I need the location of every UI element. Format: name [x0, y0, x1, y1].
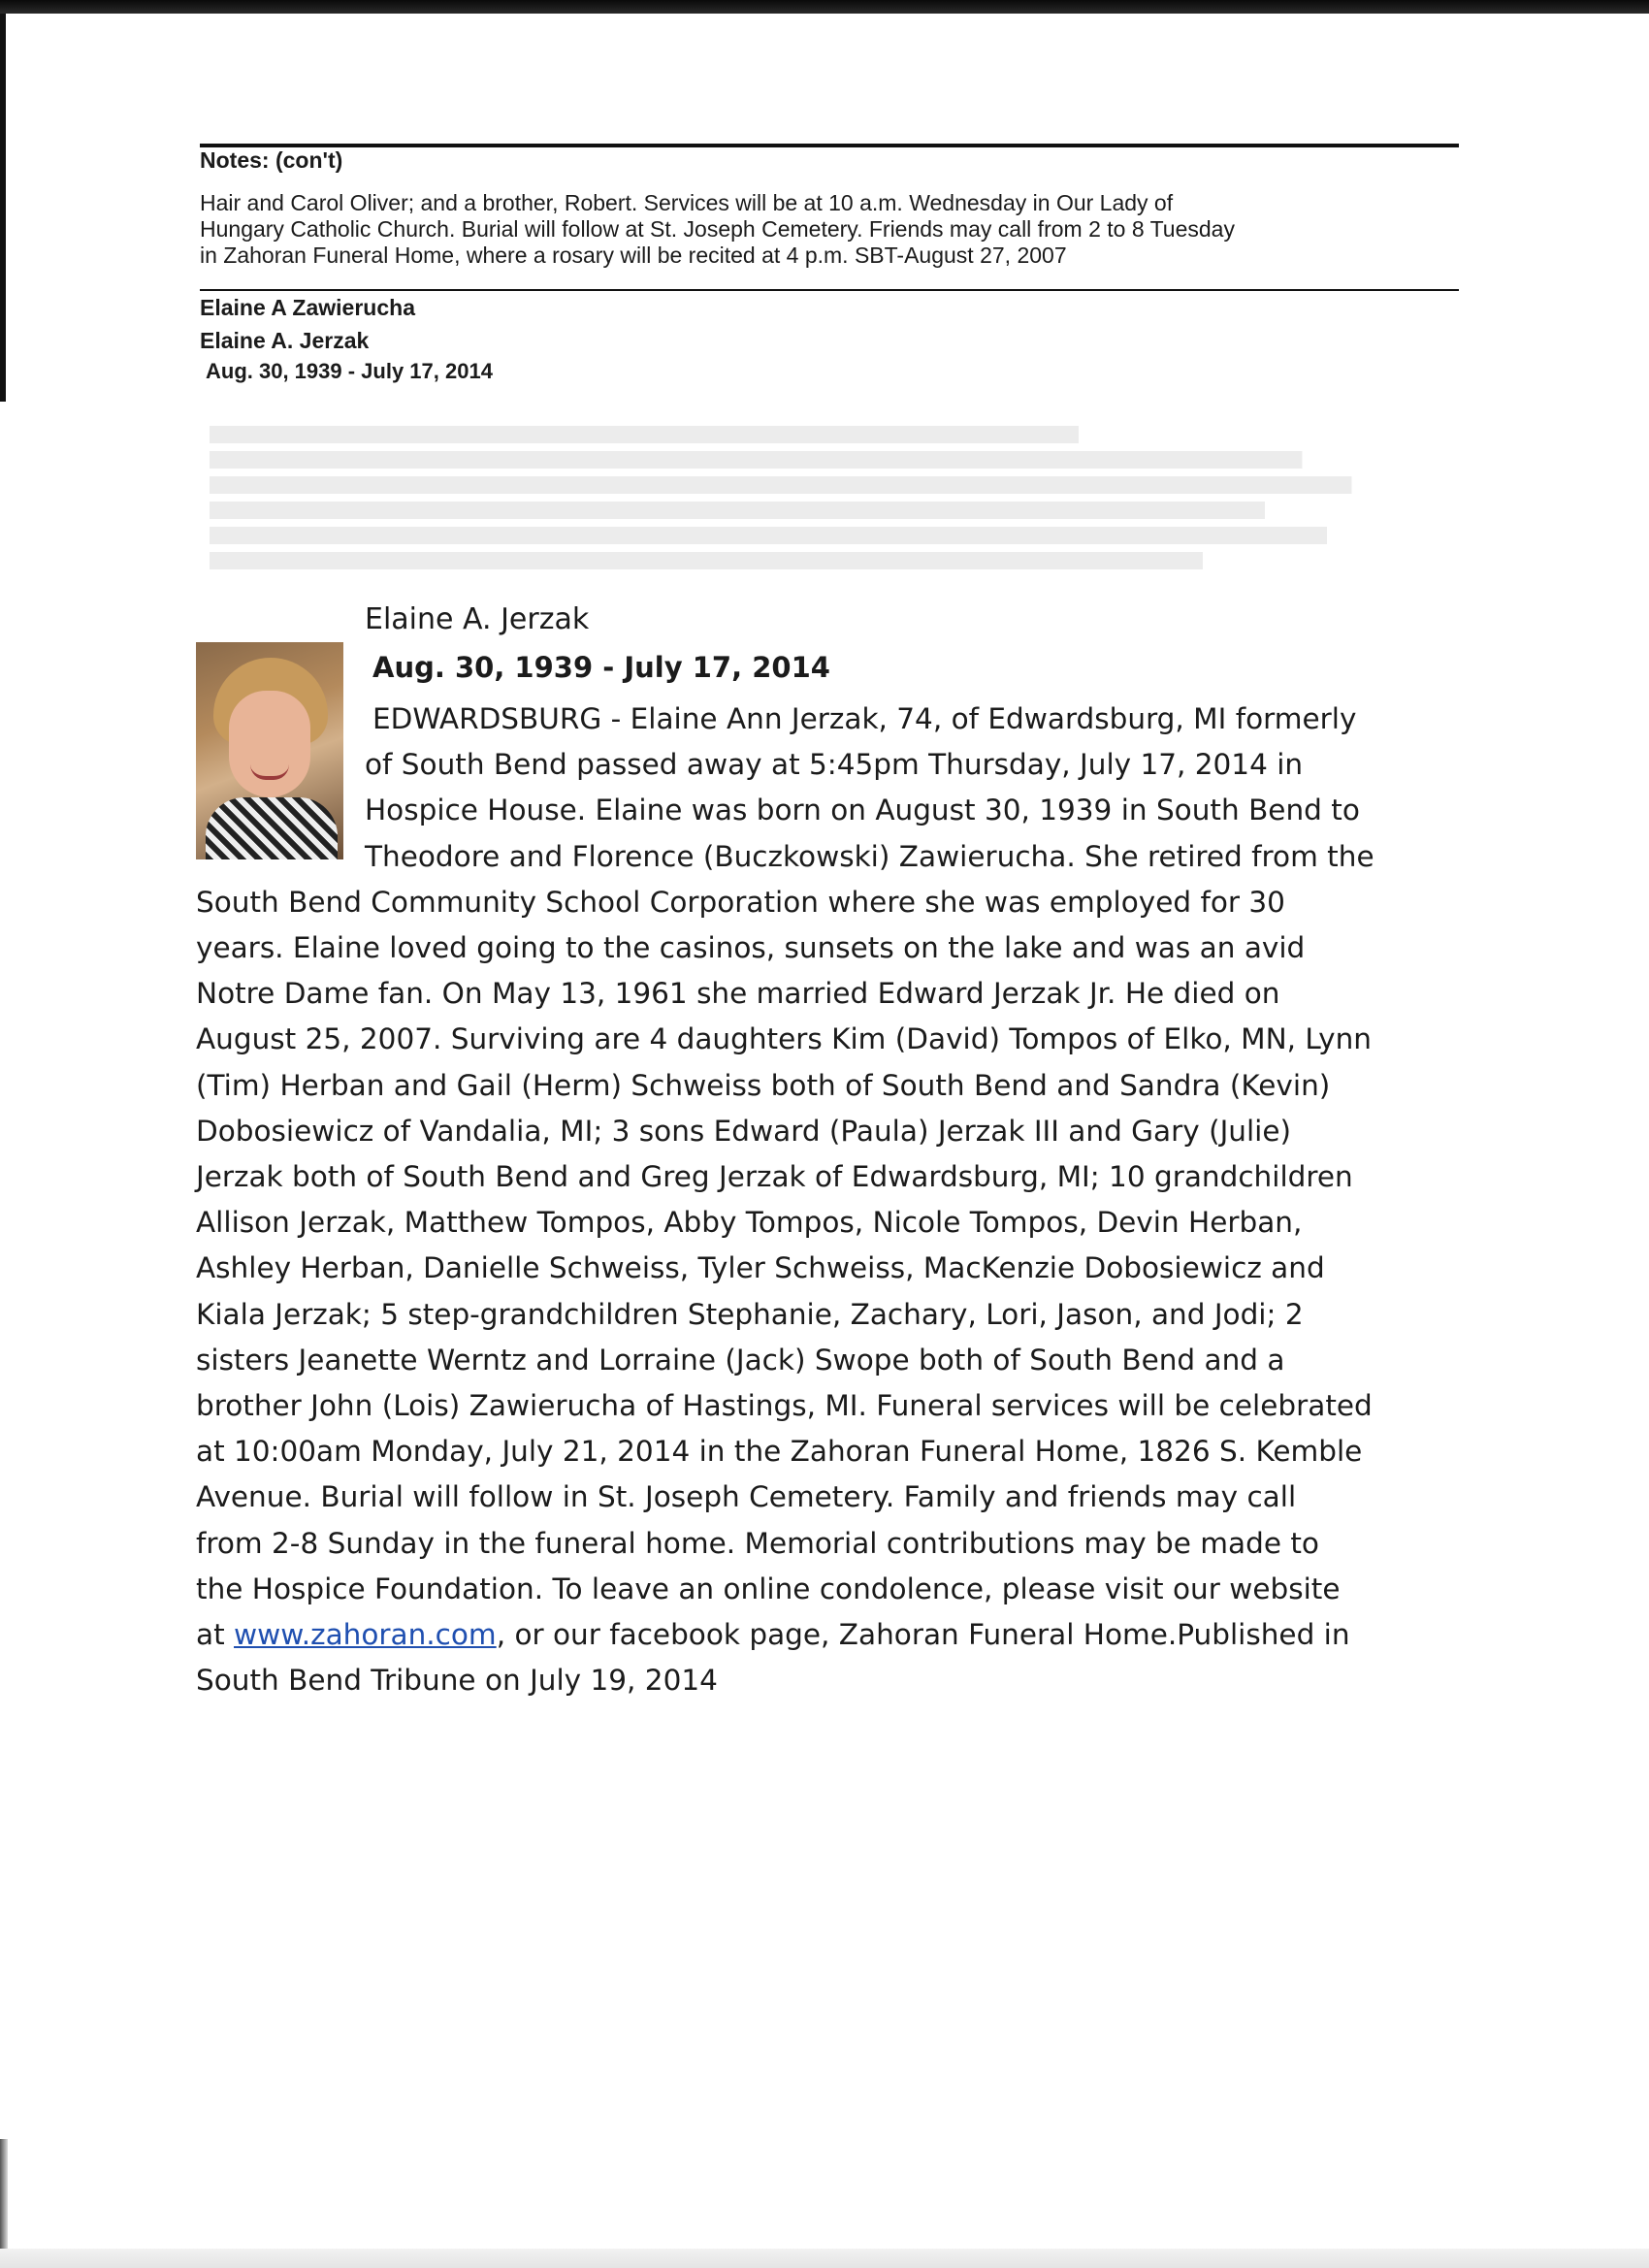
body-line: sisters Jeanette Werntz and Lorraine (Jack) Swope both of South Bend and a: [196, 1343, 1285, 1377]
obituary-title: Elaine A. Jerzak: [365, 602, 590, 636]
body-line: Dobosiewicz of Vandalia, MI; 3 sons Edward (Paula) Jerzak III and Gary (Julie): [196, 1114, 1292, 1148]
body-line: South Bend Community School Corporation where she was employed for 30: [196, 885, 1285, 919]
scan-edge-bottom: [0, 2249, 1649, 2268]
body-line: South Bend Tribune on July 19, 2014: [196, 1664, 718, 1698]
scan-edge-left: [0, 14, 6, 402]
record-birth-name: Elaine A Zawierucha: [200, 295, 415, 320]
top-rule: [200, 144, 1459, 147]
link-prefix: at: [196, 1618, 235, 1652]
record-married-name: Elaine A. Jerzak: [200, 328, 370, 353]
body-line: Allison Jerzak, Matthew Tompos, Abby Tompos, Nicole Tompos, Devin Herban,: [196, 1206, 1303, 1240]
notes-line: Hair and Carol Oliver; and a brother, Robert. Services will be at 10 a.m. Wednesday in Our Lady of: [200, 190, 1174, 215]
obituary-body: [196, 697, 1476, 1703]
body-line: years. Elaine loved going to the casinos, sunsets on the lake and was an avid: [196, 931, 1306, 965]
body-line: Avenue. Burial will follow in St. Joseph Cemetery. Family and friends may call: [196, 1480, 1297, 1514]
body-line: Jerzak both of South Bend and Greg Jerzak of Edwardsburg, MI; 10 grandchildren: [196, 1160, 1353, 1194]
notes-divider: [200, 289, 1459, 291]
scan-edge-top: [0, 0, 1649, 14]
notes-text: [200, 190, 1461, 269]
body-line: Ashley Herban, Danielle Schweiss, Tyler Schweiss, MacKenzie Dobosiewicz and: [196, 1251, 1325, 1285]
link-suffix: , or our facebook page, Zahoran Funeral Home.Published in: [496, 1618, 1350, 1652]
body-line: the Hospice Foundation. To leave an online condolence, please visit our website: [196, 1571, 1341, 1605]
notes-heading: Notes: (con't): [200, 147, 343, 173]
body-line: Theodore and Florence (Buczkowski) Zawierucha. She retired from the: [365, 839, 1374, 873]
body-line: at 10:00am Monday, July 21, 2014 in the Zahoran Funeral Home, 1826 S. Kemble: [196, 1435, 1363, 1469]
body-line: Notre Dame fan. On May 13, 1961 she married Edward Jerzak Jr. He died on: [196, 977, 1280, 1011]
body-line: Kiala Jerzak; 5 step-grandchildren Stephanie, Zachary, Lori, Jason, and Jodi; 2: [196, 1297, 1304, 1331]
body-line: Hospice House. Elaine was born on August 30, 1939 in South Bend to: [365, 794, 1360, 827]
body-line: brother John (Lois) Zawierucha of Hastings, MI. Funeral services will be celebrated: [196, 1389, 1373, 1423]
bleed-through-texture: [210, 420, 1451, 577]
body-line: from 2-8 Sunday in the funeral home. Memorial contributions may be made to: [196, 1526, 1319, 1560]
body-line: (Tim) Herban and Gail (Herm) Schweiss both of South Bend and Sandra (Kevin): [196, 1068, 1331, 1102]
record-dates: Aug. 30, 1939 - July 17, 2014: [206, 359, 493, 383]
body-line-with-link: [196, 1612, 1476, 1658]
notes-line: Hungary Catholic Church. Burial will follow at St. Joseph Cemetery. Friends may call from 2 to 8 Tuesday: [200, 216, 1235, 242]
body-line: of South Bend passed away at 5:45pm Thursday, July 17, 2014 in: [365, 748, 1304, 782]
website-link[interactable]: www.zahoran.com: [234, 1618, 497, 1652]
body-line: EDWARDSBURG - Elaine Ann Jerzak, 74, of Edwardsburg, MI formerly: [372, 702, 1357, 735]
obituary-dates: Aug. 30, 1939 - July 17, 2014: [372, 651, 830, 684]
body-line: August 25, 2007. Surviving are 4 daughters Kim (David) Tompos of Elko, MN, Lynn: [196, 1022, 1373, 1056]
notes-line: in Zahoran Funeral Home, where a rosary will be recited at 4 p.m. SBT-August 27, 2007: [200, 243, 1067, 268]
